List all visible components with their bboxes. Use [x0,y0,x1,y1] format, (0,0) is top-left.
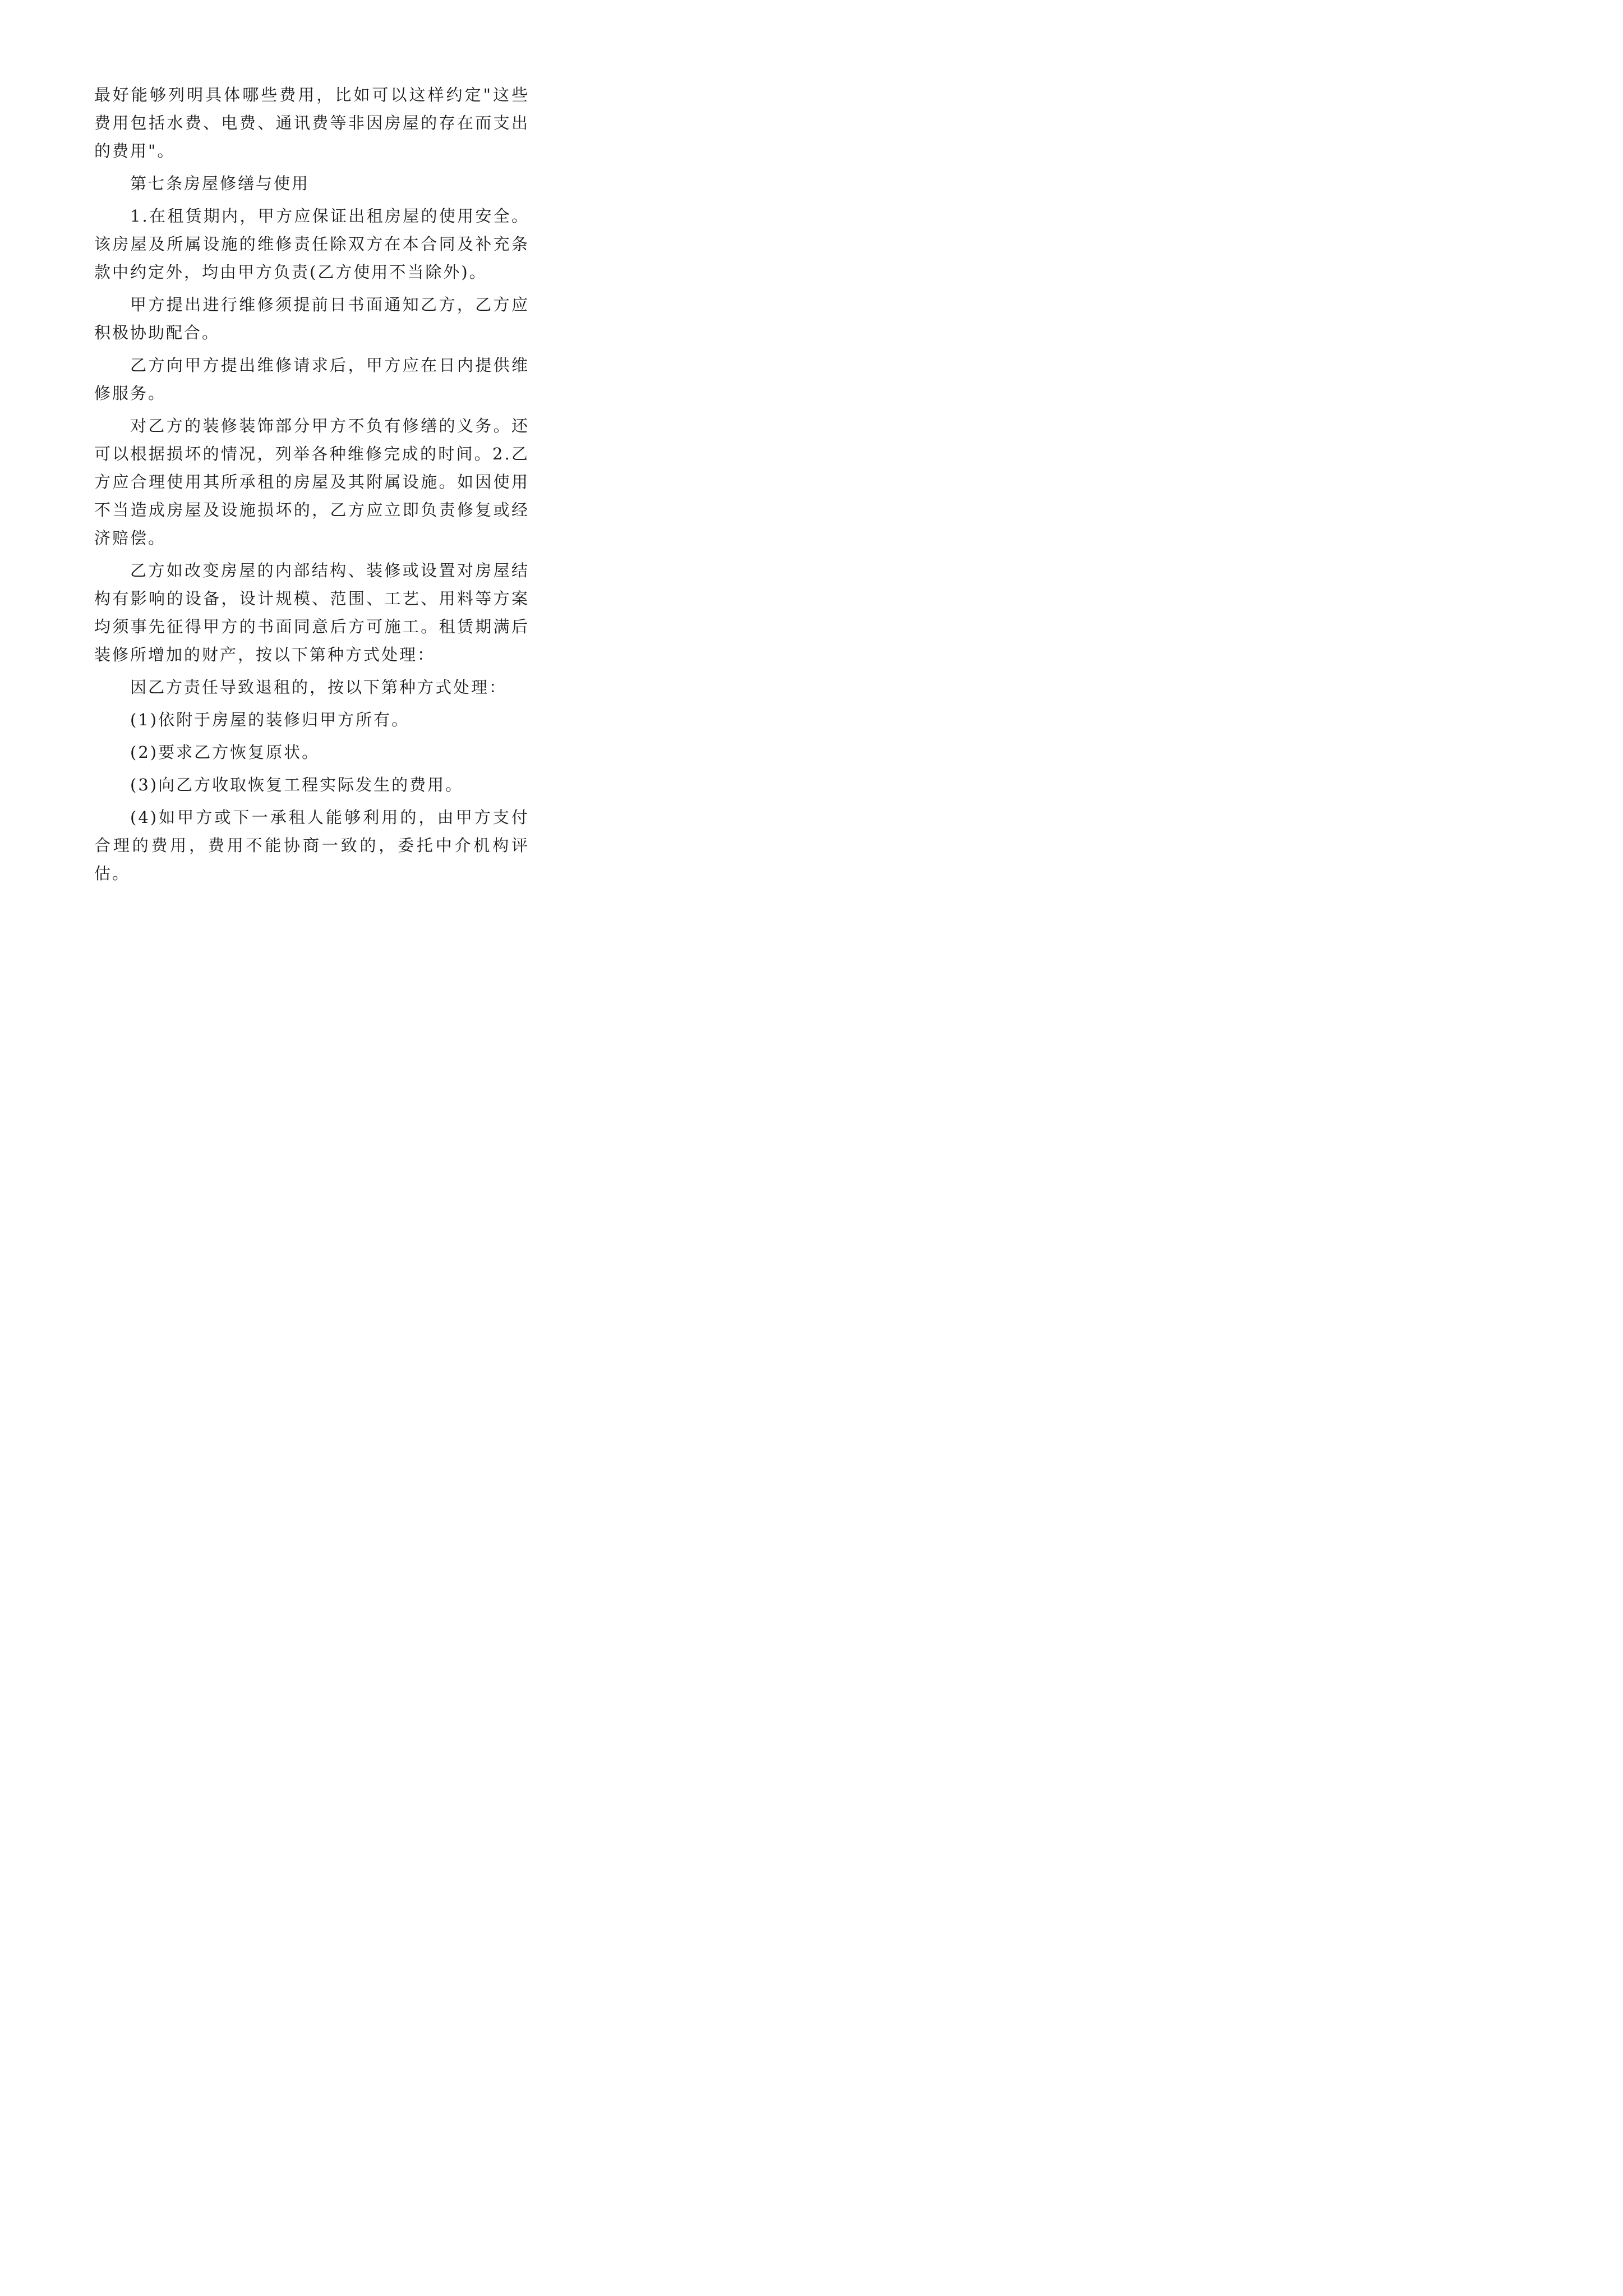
paragraph-termination-handling: 因乙方责任导致退租的，按以下第种方式处理： [130,678,508,697]
paragraph-repair-request: 乙方向甲方提出维修请求后，甲方应在日内提供维修服务。 [94,356,529,403]
paragraph-landlord-repair-notice: 甲方提出进行维修须提前日书面通知乙方，乙方应积极协助配合。 [94,295,529,342]
document-body [94,81,529,887]
section-heading-article-7: 第七条房屋修缮与使用 [130,174,310,193]
paragraph-fee-note: 最好能够列明具体哪些费用，比如可以这样约定"这些费用包括水费、电费、通讯费等非因房屋的存在而支出的费用"。 [94,85,529,160]
paragraph-clause-1: 1.在租赁期内，甲方应保证出租房屋的使用安全。该房屋及所属设施的维修责任除双方在本合同及补充条款中约定外，均由甲方负责(乙方使用不当除外)。 [94,206,529,282]
paragraph-decoration-and-clause-2: 对乙方的装修装饰部分甲方不负有修缮的义务。还可以根据损坏的情况，列举各种维修完成的时间。2.乙方应合理使用其所承租的房屋及其附属设施。如因使用不当造成房屋及设施损坏的，乙方应立即负责修复或经济赔偿。 [94,416,529,547]
list-item-option-3: (3)向乙方收取恢复工程实际发生的费用。 [130,775,464,794]
paragraph-structure-change: 乙方如改变房屋的内部结构、装修或设置对房屋结构有影响的设备，设计规模、范围、工艺、用料等方案均须事先征得甲方的书面同意后方可施工。租赁期满后装修所增加的财产，按以下第种方式处理： [94,561,529,664]
document-page [0,0,623,881]
list-item-option-1: (1)依附于房屋的装修归甲方所有。 [130,710,410,729]
list-item-option-4: (4)如甲方或下一承租人能够利用的，由甲方支付合理的费用，费用不能协商一致的，委托中介机构评估。 [94,808,529,883]
list-item-option-2: (2)要求乙方恢复原状。 [130,743,320,762]
